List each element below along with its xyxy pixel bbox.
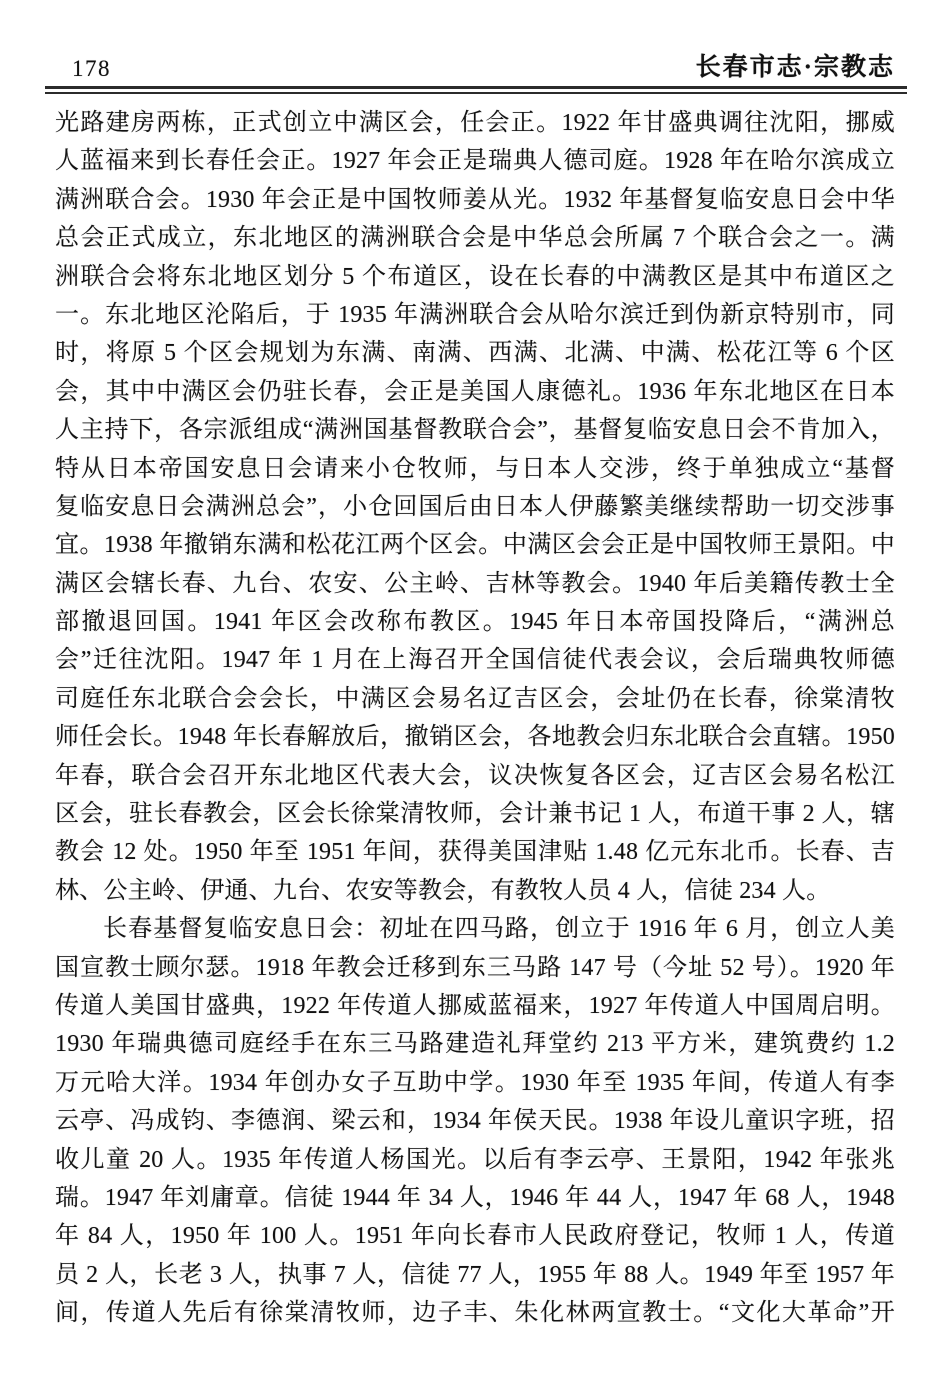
text-line: 年春，联合会召开东北地区代表大会，议决恢复各区会，辽吉区会易名松江 [55,762,895,789]
paragraph [55,910,895,1332]
text-line: 特从日本帝国安息日会请来小仓牧师，与日本人交涉，终于单独成立“基督 [55,455,895,482]
text-line: 间，传道人先后有徐棠清牧师，边子丰、朱化林两宣教士。“文化大革命”开 [55,1300,895,1327]
body-text [55,104,895,1333]
text-line: 一。东北地区沦陷后，于 1935 年满洲联合会从哈尔滨迁到伪新京特别市，同 [55,301,895,328]
text-line: 会，其中中满区会仍驻长春，会正是美国人康德礼。1936 年东北地区在日本 [55,378,895,405]
text-line: 人主持下，各宗派组成“满洲国基督教联合会”，基督复临安息日会不肯加入， [55,417,895,444]
text-line: 人蓝福来到长春任会正。1927 年会正是瑞典人德司庭。1928 年在哈尔滨成立 [55,148,895,175]
text-line: 满洲联合会。1930 年会正是中国牧师姜从光。1932 年基督复临安息日会中华 [55,186,895,213]
text-line: 会”迁往沈阳。1947 年 1 月在上海召开全国信徒代表会议，会后瑞典牧师德 [55,647,895,674]
text-line: 长春基督复临安息日会：初址在四马路，创立于 1916 年 6 月，创立人美 [103,916,895,943]
text-line: 传道人美国甘盛典，1922 年传道人挪威蓝福来，1927 年传道人中国周启明。 [55,992,895,1019]
text-line: 宜。1938 年撤销东满和松花江两个区会。中满区会会正是中国牧师王景阳。中 [55,532,895,559]
text-line: 万元哈大洋。1934 年创办女子互助中学。1930 年至 1935 年间，传道人有李 [55,1069,895,1096]
page-header [45,50,907,84]
text-line: 1930 年瑞典德司庭经手在东三马路建造礼拜堂约 213 平方米，建筑费约 1.2 [55,1031,895,1058]
page-number: 178 [72,56,111,81]
text-line: 云亭、冯成钧、李德润、梁云和，1934 年侯天民。1938 年设儿童识字班，招 [55,1108,895,1135]
paragraph [55,104,895,910]
header-divider-rule [45,86,907,94]
text-line: 国宣教士顾尔瑟。1918 年教会迁移到东三马路 147 号（今址 52 号）。1920 年 [55,954,895,981]
text-line: 师任会长。1948 年长春解放后，撤销区会，各地教会归东北联合会直辖。1950 [55,724,895,751]
text-line: 瑞。1947 年刘庸章。信徒 1944 年 34 人，1946 年 44 人，1947 年 68 人，1948 [55,1184,895,1211]
text-line: 司庭任东北联合会会长，中满区会易名辽吉区会，会址仍在长春，徐棠清牧 [55,685,895,712]
text-line: 时，将原 5 个区会规划为东满、南满、西满、北满、中满、松花江等 6 个区 [55,340,895,367]
text-line: 年 84 人，1950 年 100 人。1951 年向长春市人民政府登记，牧师 1 人，传道 [55,1223,895,1250]
text-line: 光路建房两栋，正式创立中满区会，任会正。1922 年甘盛典调往沈阳，挪威 [55,110,895,136]
text-line: 总会正式成立，东北地区的满洲联合会是中华总会所属 7 个联合会之一。满 [55,225,895,252]
text-line: 洲联合会将东北地区划分 5 个布道区，设在长春的中满教区是其中布道区之 [55,263,895,290]
text-line: 员 2 人，长老 3 人，执事 7 人，信徒 77 人，1955 年 88 人。1949 年至 1957 年 [55,1261,895,1288]
text-line: 收儿童 20 人。1935 年传道人杨国光。以后有李云亭、王景阳，1942 年张兆 [55,1146,895,1173]
text-line: 区会，驻长春教会，区会长徐棠清牧师，会计兼书记 1 人，布道干事 2 人，辖 [55,801,895,828]
book-title: 长春市志·宗教志 [695,54,895,81]
text-line: 满区会辖长春、九台、农安、公主岭、吉林等教会。1940 年后美籍传教士全 [55,570,895,597]
text-line: 复临安息日会满洲总会”，小仓回国后由日本人伊藤繁美继续帮助一切交涉事 [55,493,895,520]
text-line: 林、公主岭、伊通、九台、农安等教会，有教牧人员 4 人，信徒 234 人。 [55,877,831,904]
text-line: 教会 12 处。1950 年至 1951 年间，获得美国津贴 1.48 亿元东北币。长春、吉 [55,839,895,866]
text-line: 部撤退回国。1941 年区会改称布教区。1945 年日本帝国投降后，“满洲总 [55,609,895,636]
